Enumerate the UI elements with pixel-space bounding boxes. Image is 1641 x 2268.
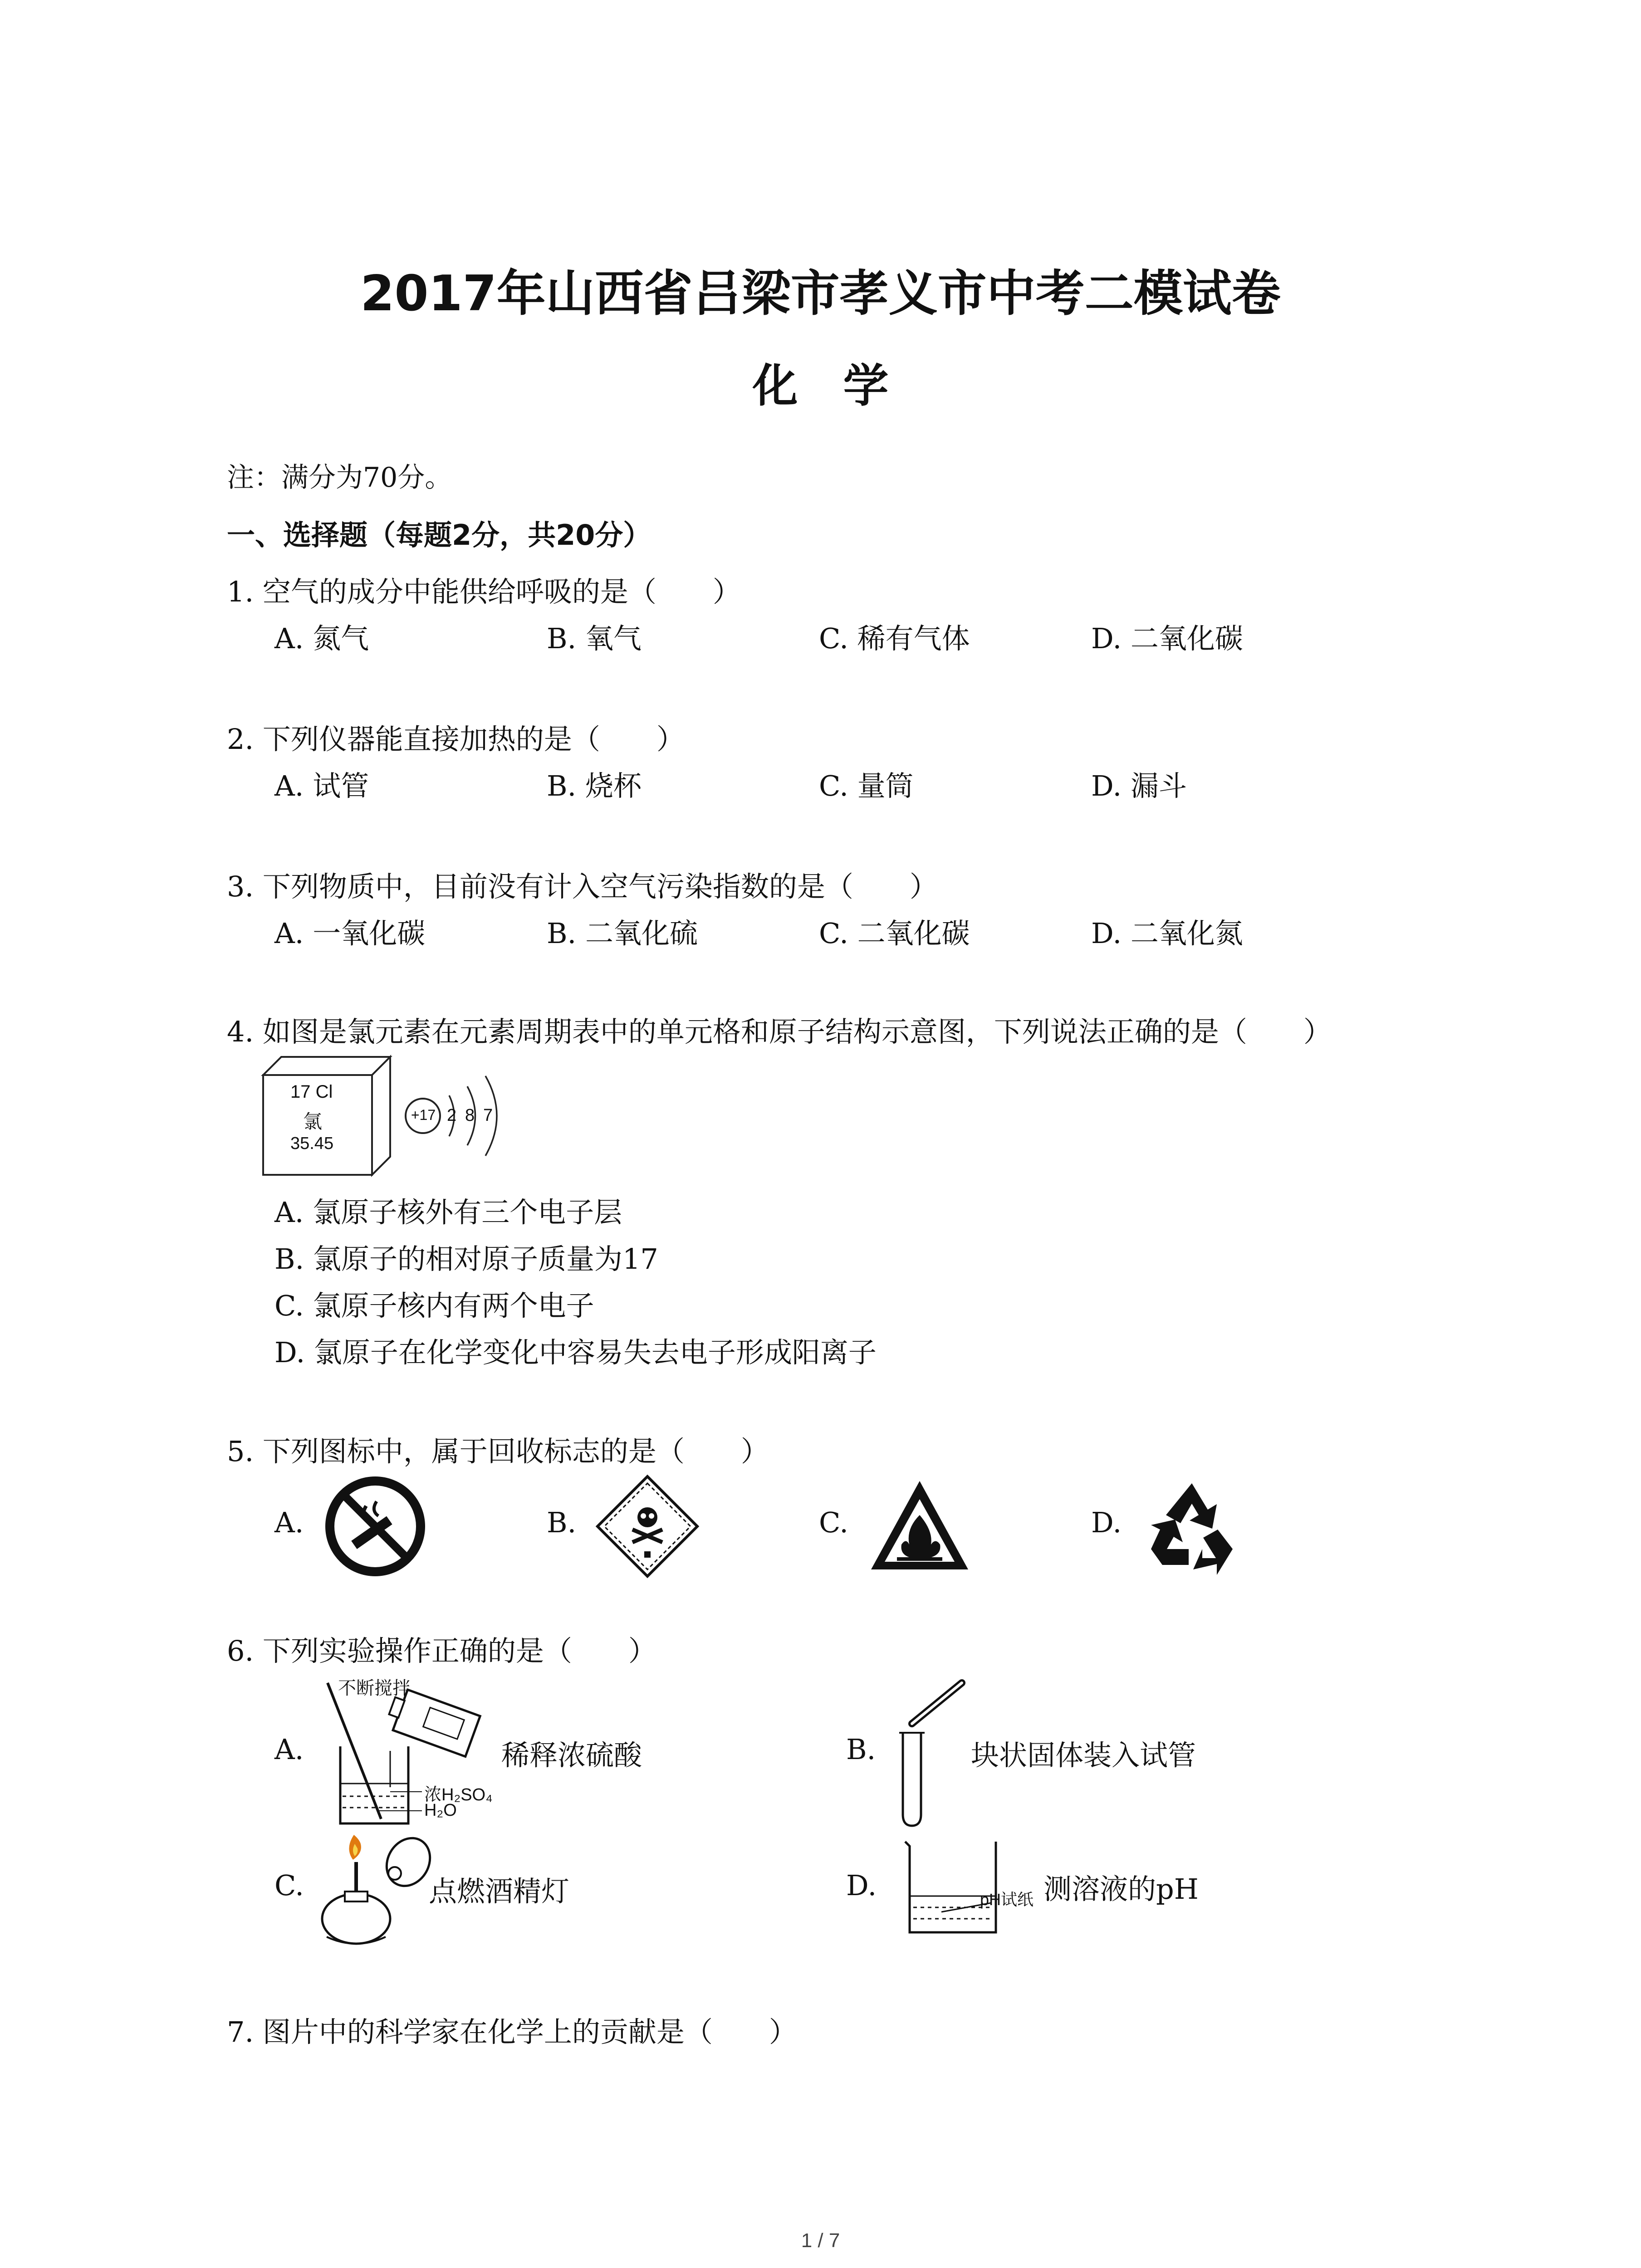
question-6-option-a-letter: A.	[274, 1733, 304, 1766]
cell-top-face	[263, 1057, 390, 1075]
question-2-option-c: C. 量筒	[819, 769, 914, 802]
question-4-option-a: A. 氯原子核外有三个电子层	[274, 1196, 622, 1229]
question-6-option-d-text: 测溶液的pH	[1043, 1872, 1199, 1906]
question-6-option-c-text: 点燃酒精灯	[429, 1875, 570, 1908]
element-mass: 35.45	[290, 1134, 334, 1153]
alcohol-lamp-icon	[318, 1828, 436, 1955]
question-6-option-d-letter: D.	[846, 1869, 877, 1902]
question-1-option-a: A. 氮气	[274, 622, 369, 655]
question-4-option-c: C. 氯原子核内有两个电子	[274, 1289, 594, 1322]
question-7-stem: 7. 图片中的科学家在化学上的贡献是（ ）	[227, 2015, 797, 2048]
question-1-stem: 1. 空气的成分中能供给呼吸的是（ ）	[227, 575, 741, 608]
element-symbol: Cl	[315, 1082, 333, 1102]
question-2-option-d: D. 漏斗	[1091, 769, 1187, 802]
question-6-option-a-text: 稀释浓硫酸	[501, 1739, 642, 1772]
question-6-option-b-letter: B.	[846, 1733, 876, 1766]
question-4-option-b: B. 氯原子的相对原子质量为17	[274, 1242, 658, 1276]
exam-title: 2017年山西省吕梁市孝义市中考二模试卷	[360, 265, 1281, 322]
question-4-stem: 4. 如图是氯元素在元素周期表中的单元格和原子结构示意图，下列说法正确的是（ ）	[227, 1015, 1332, 1048]
question-1-option-d: D. 二氧化碳	[1091, 622, 1243, 655]
question-5-option-d: D.	[1091, 1506, 1122, 1539]
test-tube-icon	[889, 1678, 980, 1833]
flammable-warning-icon	[867, 1476, 972, 1576]
question-3-stem: 3. 下列物质中，目前没有计入空气污染指数的是（ ）	[227, 870, 938, 903]
label-ph-paper: pH试纸	[980, 1890, 1034, 1909]
nucleus-charge: +17	[411, 1107, 436, 1123]
question-1-option-b: B. 氧气	[547, 622, 642, 655]
element-number-symbol	[290, 1082, 333, 1102]
question-2-stem: 2. 下列仪器能直接加热的是（ ）	[227, 723, 685, 756]
question-2-option-b: B. 烧杯	[547, 769, 642, 802]
shell-count-3: 7	[483, 1106, 493, 1125]
cell-side-face	[372, 1057, 390, 1175]
recycle-icon	[1140, 1474, 1244, 1579]
question-3-option-a: A. 一氧化碳	[274, 917, 426, 950]
question-3-option-b: B. 二氧化硫	[547, 917, 698, 950]
question-2-option-a: A. 试管	[274, 769, 369, 802]
question-5-option-c: C.	[819, 1506, 848, 1539]
question-3-option-d: D. 二氧化氮	[1091, 917, 1243, 950]
label-conc-acid: 浓H₂SO₄	[424, 1785, 493, 1804]
question-5-stem: 5. 下列图标中，属于回收标志的是（ ）	[227, 1435, 769, 1468]
shell-count-1: 2	[447, 1106, 457, 1125]
subject-title: 化学	[752, 359, 934, 412]
label-stirring: 不断搅拌	[338, 1678, 411, 1698]
score-note: 注：满分为70分。	[227, 462, 452, 494]
question-3-option-c: C. 二氧化碳	[819, 917, 970, 950]
toxic-hazard-icon	[595, 1474, 700, 1579]
question-4-option-d: D. 氯原子在化学变化中容易失去电子形成阳离子	[274, 1336, 877, 1369]
question-1-option-c: C. 稀有气体	[819, 622, 970, 655]
question-5-option-a: A.	[274, 1506, 304, 1539]
question-6-option-b-text: 块状固体装入试管	[971, 1739, 1196, 1772]
no-smoking-icon	[323, 1474, 427, 1579]
question-6-stem: 6. 下列实验操作正确的是（ ）	[227, 1634, 656, 1667]
question-5-option-b: B.	[547, 1506, 577, 1539]
dilution-apparatus-icon	[318, 1678, 508, 1833]
element-name: 氯	[303, 1111, 323, 1132]
page-number: 1 / 7	[801, 2229, 840, 2252]
shell-count-2: 8	[465, 1106, 475, 1125]
element-number: 17	[290, 1082, 311, 1102]
question-6-option-c-letter: C.	[274, 1869, 304, 1902]
section-heading: 一、选择题（每题2分，共20分）	[227, 518, 652, 552]
label-water: H₂O	[424, 1801, 457, 1820]
